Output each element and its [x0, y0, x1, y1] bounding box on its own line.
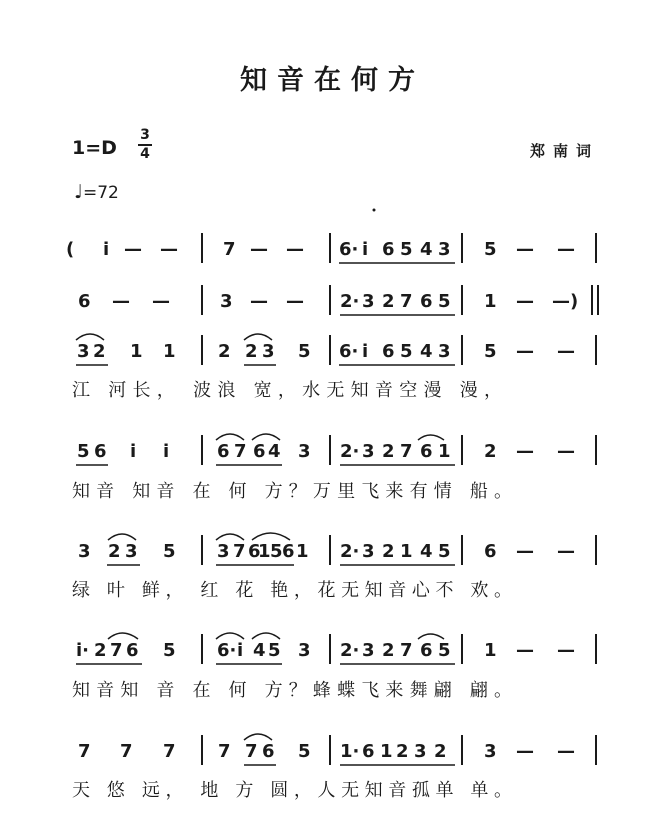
staff-row-1 [66, 233, 596, 263]
dash-close-paren: —) [552, 291, 579, 312]
note: 3 [77, 341, 90, 362]
dash: — [516, 741, 534, 762]
note: 1 [484, 291, 497, 312]
note: i [103, 239, 110, 260]
dash: — [152, 291, 170, 312]
note: 6 [362, 741, 375, 762]
note: i [130, 441, 137, 462]
staff-row-3 [76, 334, 596, 365]
note: 2 [396, 741, 409, 762]
note: 1 [438, 441, 451, 462]
note: 4 [420, 341, 433, 362]
note: 1 [130, 341, 143, 362]
note: 5 [438, 541, 451, 562]
dash: — [516, 291, 534, 312]
note: 2 [382, 640, 395, 661]
dash: — [250, 239, 268, 260]
note: 7 [120, 741, 133, 762]
dash: — [516, 640, 534, 661]
note: 6 [253, 441, 266, 462]
note: 6 [484, 541, 497, 562]
note: 4 [420, 541, 433, 562]
key-signature: 1=D [72, 137, 117, 159]
dash: — [286, 291, 304, 312]
note: i [237, 640, 244, 661]
note: 6 [78, 291, 91, 312]
note: 5 [163, 541, 176, 562]
note: 3 [220, 291, 233, 312]
note: 1 [484, 640, 497, 661]
note: 6 [420, 291, 433, 312]
lyricist-credit: 郑南词 [530, 142, 600, 160]
note: 5 [400, 239, 413, 260]
note: 5 [270, 541, 283, 562]
note: 1 [400, 541, 413, 562]
note: 6 [382, 341, 395, 362]
note: 5 [77, 441, 90, 462]
note: 3 [298, 441, 311, 462]
note: 7 [234, 441, 247, 462]
note: 6 [420, 441, 433, 462]
note: 2 [434, 741, 447, 762]
note: 5 [438, 640, 451, 661]
slur [216, 434, 244, 440]
note: 2· [340, 541, 360, 562]
note: i [362, 239, 369, 260]
dash: — [557, 541, 575, 562]
note: 7 [78, 741, 91, 762]
note: 6 [248, 541, 261, 562]
note: 5 [298, 741, 311, 762]
note: 7 [223, 239, 236, 260]
note: 5 [163, 640, 176, 661]
note: 2 [93, 341, 106, 362]
time-signature-bottom: 4 [140, 146, 150, 162]
note: 7 [400, 291, 413, 312]
note: 5 [268, 640, 281, 661]
note: 2 [94, 640, 107, 661]
note: 6· [217, 640, 237, 661]
note: 2 [245, 341, 258, 362]
note: 3 [78, 541, 91, 562]
slur [418, 634, 444, 639]
note: 3 [362, 441, 375, 462]
note: 6 [126, 640, 139, 661]
dash: — [250, 291, 268, 312]
dash: — [557, 341, 575, 362]
note: 7 [218, 741, 231, 762]
note: 6· [339, 239, 359, 260]
note: 7 [245, 741, 258, 762]
lyric-line-4: 知音知 音 在 何 方？蜂蝶飞来舞翩 翩。 [72, 680, 512, 701]
slur [252, 434, 280, 440]
staff-row-2 [78, 285, 598, 315]
note: 3 [438, 239, 451, 260]
dash: — [557, 441, 575, 462]
note: 2 [382, 291, 395, 312]
note: 1 [258, 541, 271, 562]
staff-row-6 [76, 633, 596, 664]
note: 5 [484, 239, 497, 260]
staff-row-7 [78, 734, 596, 765]
lyric-line-2: 知音 知音 在 何 方？万里飞来有情 船。 [72, 481, 512, 502]
note: 6 [382, 239, 395, 260]
note: 2 [108, 541, 121, 562]
note: 5 [438, 291, 451, 312]
note: 2 [484, 441, 497, 462]
slur [216, 534, 244, 540]
note: 5 [400, 341, 413, 362]
staff-row-4 [76, 434, 596, 465]
dash: — [112, 291, 130, 312]
note: 3 [217, 541, 230, 562]
note: 2 [382, 441, 395, 462]
lyric-line-1: 江 河长， 波浪 宽，水无知音空漫 漫， [72, 380, 503, 401]
note: 7 [110, 640, 123, 661]
dash: — [124, 239, 142, 260]
lyric-line-3: 绿 叶 鲜， 红 花 艳，花无知音心不 欢。 [72, 580, 512, 601]
note: 6· [339, 341, 359, 362]
slur [252, 633, 280, 639]
note: 2· [340, 640, 360, 661]
slur [108, 534, 136, 540]
slur [244, 734, 272, 740]
tempo-value: =72 [82, 183, 119, 203]
staff-row-5 [78, 533, 596, 565]
slur [252, 533, 290, 540]
intro-open-paren: ( [66, 239, 75, 260]
note: 6 [420, 640, 433, 661]
slur [108, 633, 138, 639]
note: 3 [362, 640, 375, 661]
note: 6 [94, 441, 107, 462]
note: 7 [400, 640, 413, 661]
note: 1 [380, 741, 393, 762]
octave-dot [373, 209, 376, 212]
note: 3 [262, 341, 275, 362]
note: 4 [253, 640, 266, 661]
note: 1· [340, 741, 360, 762]
song-title: 知音在何方 [240, 65, 425, 96]
time-signature-top: 3 [140, 127, 150, 143]
quarter-note-icon: ♩ [74, 181, 83, 203]
note: 1 [296, 541, 309, 562]
slur [244, 334, 272, 340]
dash: — [160, 239, 178, 260]
note: 6 [262, 741, 275, 762]
note: 2· [340, 291, 360, 312]
dash: — [516, 341, 534, 362]
slur [216, 633, 244, 639]
note: 4 [420, 239, 433, 260]
note: 1 [163, 341, 176, 362]
dash: — [516, 541, 534, 562]
note: 7 [233, 541, 246, 562]
note: 7 [163, 741, 176, 762]
note: 5 [298, 341, 311, 362]
note: 6 [282, 541, 295, 562]
note: i [163, 441, 170, 462]
dash: — [516, 239, 534, 260]
note: 2· [340, 441, 360, 462]
dash: — [557, 741, 575, 762]
note: 3 [362, 291, 375, 312]
note: 5 [484, 341, 497, 362]
note: 4 [268, 441, 281, 462]
note: i· [76, 640, 90, 661]
note: 2 [218, 341, 231, 362]
note: 7 [400, 441, 413, 462]
slur [418, 435, 444, 440]
note: 3 [414, 741, 427, 762]
dash: — [557, 239, 575, 260]
lyric-line-5: 天 悠 远， 地 方 圆，人无知音孤单 单。 [72, 780, 512, 801]
dash: — [557, 640, 575, 661]
note: 3 [362, 541, 375, 562]
dash: — [286, 239, 304, 260]
dash: — [516, 441, 534, 462]
note: 3 [125, 541, 138, 562]
note: 2 [382, 541, 395, 562]
slur [76, 334, 104, 340]
note: 6 [217, 441, 230, 462]
note: 3 [438, 341, 451, 362]
note: 3 [298, 640, 311, 661]
note: 3 [484, 741, 497, 762]
note: i [362, 341, 369, 362]
